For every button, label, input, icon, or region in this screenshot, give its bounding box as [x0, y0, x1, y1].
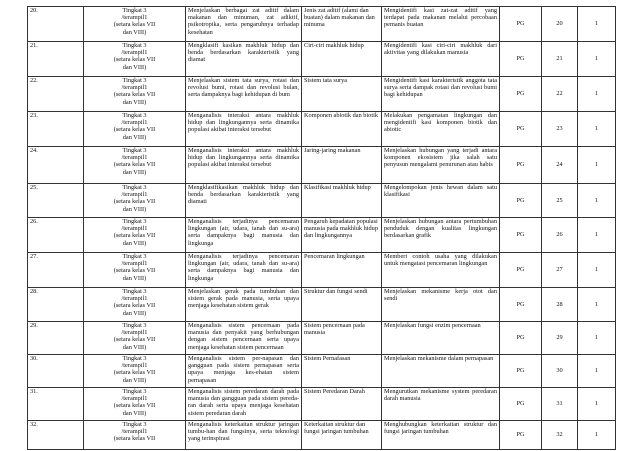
- row-number-cell: 25.: [28, 184, 84, 218]
- indikator-cell: Mengidentifi kasi zat-zat aditif yang terdapat pada makanan melalui percobaan pemanis buatan: [382, 7, 500, 42]
- bentuk-soal-cell: PG: [500, 112, 542, 147]
- level-line: /terampil1: [121, 49, 148, 57]
- table-row: [28, 7, 616, 42]
- bentuk-soal-cell: PG: [500, 42, 542, 77]
- table-row: [28, 388, 616, 421]
- indikator-cell: Mengelompokan jenis hewan dalam satu klasifikasi: [382, 184, 500, 218]
- level-line: Tingkat 3: [122, 147, 147, 154]
- level-line: (setara kelas VII: [113, 21, 156, 29]
- level-line: Tingkat 3: [122, 288, 147, 295]
- nomor-soal-cell: 24: [542, 147, 578, 184]
- skor-cell: 1: [578, 112, 616, 147]
- materi-cell: Pengaruh kepadatan populasi manusia pada makhluk hidup dan lingkungannya: [302, 218, 382, 253]
- level-line: /terampil1: [121, 119, 148, 127]
- table-row: [28, 421, 616, 450]
- bentuk-soal-cell: PG: [500, 147, 542, 184]
- kompetensi-cell: Menganalisis sistem pencernaan pada manusia dan penyakit yang berhubungan dengan sistem pencernaan serta upaya menjaga kesehatan sistem pencernaan: [186, 322, 302, 355]
- materi-cell: Klasifikasi makhluk hidup: [302, 184, 382, 218]
- materi-cell: Pencemaran lingkungan: [302, 253, 382, 288]
- materi-cell: Jaring-jaring makanan: [302, 147, 382, 184]
- level-line: Tingkat 3: [122, 112, 147, 119]
- kompetensi-cell: Menganalisis interaksi antara makhluk hidup dan lingkungannya serta dinamika populasi akibat interaksi tersebut: [186, 112, 302, 147]
- level-line: (setara kelas VII: [113, 126, 156, 134]
- kompetensi-cell: Mengklasifi kasikan makhluk hidup dan benda berdasarkan karakteristik yang diamat: [186, 42, 302, 77]
- level-cell: [84, 184, 186, 218]
- level-line: dan VIII): [122, 98, 147, 106]
- level-line: Tingkat 3: [122, 7, 147, 14]
- bentuk-soal-cell: PG: [500, 355, 542, 388]
- row-number-cell: 27.: [28, 253, 84, 288]
- materi-cell: Komponen abiotik dan biotik: [302, 112, 382, 147]
- level-line: Tingkat 3: [122, 184, 147, 191]
- level-cell: [84, 147, 186, 184]
- kompetensi-cell: Menganalisis sistem peredaran darah pada manusia dan gangguan pada sistem pereda-ran darah serta upaya menjaga kesehatan sistem peredaran darah: [186, 388, 302, 421]
- level-line: dan VIII): [122, 133, 147, 141]
- bentuk-soal-cell: PG: [500, 322, 542, 355]
- level-line: dan VIII): [122, 28, 147, 36]
- materi-cell: Sistem Peredaran Darah: [302, 388, 382, 421]
- kompetensi-cell: Menjelaskan gerak pada tumbuhan dan sistem gerak pada manusia, serta upaya menjaga kesehatan sistem gerak: [186, 288, 302, 322]
- level-line: (setara kelas VII: [113, 232, 156, 240]
- bentuk-soal-cell: PG: [500, 253, 542, 288]
- level-cell: [84, 42, 186, 77]
- level-line: dan VIII): [122, 309, 147, 317]
- bentuk-soal-cell: PG: [500, 288, 542, 322]
- level-cell: [84, 77, 186, 112]
- indikator-cell: Menjelaskan mekanisme kerja otot dan sendi: [382, 288, 500, 322]
- indikator-cell: Menjelaskan hubungan yang terjadi antara komponen ekosistem jika salah satu penyusun mengalami penurunan atau habis: [382, 147, 500, 184]
- kompetensi-cell: Menganalisis interaksi antara makhluk hidup dan lingkungannya serta dinamika populasi akibat interaksi tersebut: [186, 147, 302, 184]
- level-line: Tingkat 3: [122, 355, 147, 362]
- level-line: dan VIII): [122, 239, 147, 247]
- kompetensi-cell: Mengklasifikasikan makhluk hidup dan benda berdasarkan karakteristik yang diamati: [186, 184, 302, 218]
- level-line: (setara kelas VII: [113, 435, 156, 443]
- indikator-cell: Mengurutkan mekanisme system peredaran darah manusia: [382, 388, 500, 421]
- nomor-soal-cell: 26: [542, 218, 578, 253]
- skor-cell: 1: [578, 355, 616, 388]
- table-row: [28, 355, 616, 388]
- level-cell: [84, 218, 186, 253]
- level-line: /terampil1: [121, 260, 148, 268]
- level-line: dan VIII): [122, 205, 147, 213]
- table-row: [28, 147, 616, 184]
- level-line: /terampil1: [121, 295, 148, 303]
- skor-cell: 1: [578, 77, 616, 112]
- level-line: /terampil1: [121, 14, 148, 22]
- skor-cell: 1: [578, 288, 616, 322]
- level-cell: [84, 388, 186, 421]
- row-number-cell: 28.: [28, 288, 84, 322]
- level-line: /terampil1: [121, 329, 148, 337]
- level-cell: [84, 322, 186, 355]
- level-line: Tingkat 3: [122, 322, 147, 329]
- level-line: Tingkat 3: [122, 253, 147, 260]
- table-row: [28, 77, 616, 112]
- table-row: [28, 322, 616, 355]
- level-line: /terampil1: [121, 154, 148, 162]
- table-row: [28, 112, 616, 147]
- nomor-soal-cell: 28: [542, 288, 578, 322]
- level-line: dan VIII): [122, 343, 147, 351]
- level-line: /terampil1: [121, 395, 148, 403]
- row-number-cell: 23.: [28, 112, 84, 147]
- materi-cell: Keterkaitan struktur dan fungsi jaringan tumbuhan: [302, 421, 382, 450]
- kompetensi-cell: Menganalisis terjadinya pencemaran lingkungan (air, udara, tanah dan su-ara) serta dampaknya bagi manusia dan lingkunga: [186, 218, 302, 253]
- materi-cell: Sistem tata surya: [302, 77, 382, 112]
- level-line: Tingkat 3: [122, 42, 147, 49]
- skor-cell: 1: [578, 7, 616, 42]
- skor-cell: 1: [578, 253, 616, 288]
- skor-cell: 1: [578, 421, 616, 450]
- row-number-cell: 24.: [28, 147, 84, 184]
- nomor-soal-cell: 25: [542, 184, 578, 218]
- bentuk-soal-cell: PG: [500, 218, 542, 253]
- level-line: dan VIII): [122, 376, 147, 384]
- kompetensi-cell: Menganalisis keterkaitan struktur jaringan tumbu-han dan fungsinya, serta teknologi yang terinspirasi: [186, 421, 302, 450]
- table-body: [28, 7, 616, 450]
- level-line: /terampil1: [121, 191, 148, 199]
- indikator-cell: Mengidentifi kasi ciri-ciri makhluk dari aktivitas yang dilakukan manusia: [382, 42, 500, 77]
- skor-cell: 1: [578, 322, 616, 355]
- level-line: Tingkat 3: [122, 388, 147, 395]
- indikator-cell: Mengidentifi kasi karakteristik anggota tata surya serta dampak rotasi dan revolusi bumi bagi kehidupan: [382, 77, 500, 112]
- materi-cell: Struktur dan fungsi sendi: [302, 288, 382, 322]
- nomor-soal-cell: 32: [542, 421, 578, 450]
- nomor-soal-cell: 30: [542, 355, 578, 388]
- level-line: /terampil1: [121, 225, 148, 233]
- table-row: [28, 288, 616, 322]
- level-line: (setara kelas VII: [113, 369, 156, 377]
- skor-cell: 1: [578, 388, 616, 421]
- nomor-soal-cell: 29: [542, 322, 578, 355]
- level-cell: [84, 355, 186, 388]
- kompetensi-cell: Menganalisis sistem per-napasan dan gangguan pada sistem pernapasan serta upaya menjaga kes-ehatan sistem pernapasan: [186, 355, 302, 388]
- table-row: [28, 253, 616, 288]
- bentuk-soal-cell: PG: [500, 388, 542, 421]
- indikator-cell: Melakukan pengamatan lingkungan dan mengidentifi kasi komponen biotik dan abiotic: [382, 112, 500, 147]
- kompetensi-cell: Menjelaskan berbagai zat aditif dalam makanan dan minuman, zat adiktif, psikotropika, serta pengaruhnya terhadap kesehatan: [186, 7, 302, 42]
- table-row: [28, 42, 616, 77]
- row-number-cell: 21.: [28, 42, 84, 77]
- level-line: dan VIII): [122, 274, 147, 282]
- level-line: Tingkat 3: [122, 77, 147, 84]
- materi-cell: Ciri-ciri makhluk hidup: [302, 42, 382, 77]
- level-line: Tingkat 3: [122, 421, 147, 428]
- level-cell: [84, 421, 186, 450]
- nomor-soal-cell: 23: [542, 112, 578, 147]
- nomor-soal-cell: 27: [542, 253, 578, 288]
- level-line: (setara kelas VII: [113, 267, 156, 275]
- bentuk-soal-cell: PG: [500, 7, 542, 42]
- kompetensi-cell: Menjelaskan sistem tata surya, rotasi dan revolusi bumi, rotasi dan revolusi bulan, serta dampaknya bagi kehidupan di bum: [186, 77, 302, 112]
- indikator-cell: Menjelaskan hubungan antara pertumbuhan penduduk dengan kualitas lingkungan berdasarkan grafik: [382, 218, 500, 253]
- level-line: (setara kelas VII: [113, 161, 156, 169]
- row-number-cell: 22.: [28, 77, 84, 112]
- level-cell: [84, 7, 186, 42]
- skor-cell: 1: [578, 218, 616, 253]
- nomor-soal-cell: 31: [542, 388, 578, 421]
- nomor-soal-cell: 20: [542, 7, 578, 42]
- level-line: (setara kelas VII: [113, 56, 156, 64]
- level-line: (setara kelas VII: [113, 198, 156, 206]
- level-line: Tingkat 3: [122, 218, 147, 225]
- indikator-cell: Menghubungkan keterkaitan struktur dan fungsi jaringan tumbuhan: [382, 421, 500, 450]
- level-line: (setara kelas VII: [113, 402, 156, 410]
- materi-cell: Sistem pencernaan pada manusia: [302, 322, 382, 355]
- nomor-soal-cell: 22: [542, 77, 578, 112]
- level-line: dan VIII): [122, 63, 147, 71]
- bentuk-soal-cell: PG: [500, 421, 542, 450]
- level-line: (setara kelas VII: [113, 91, 156, 99]
- skor-cell: 1: [578, 184, 616, 218]
- table-row: [28, 184, 616, 218]
- row-number-cell: 32.: [28, 421, 84, 450]
- kompetensi-cell: Menganalisis terjadinya pencemaran lingkungan (air, udara, tanah dan su-ara) serta dampaknya bagi manusia dan lingkunga: [186, 253, 302, 288]
- level-cell: [84, 112, 186, 147]
- skor-cell: 1: [578, 147, 616, 184]
- level-line: dan VIII): [122, 168, 147, 176]
- row-number-cell: 20.: [28, 7, 84, 42]
- level-line: /terampil1: [121, 428, 148, 436]
- bentuk-soal-cell: PG: [500, 184, 542, 218]
- level-cell: [84, 253, 186, 288]
- bentuk-soal-cell: PG: [500, 77, 542, 112]
- level-line: /terampil1: [121, 362, 148, 370]
- indikator-cell: Menjelaskan fungsi enzim pencernaan: [382, 322, 500, 355]
- row-number-cell: 30.: [28, 355, 84, 388]
- level-line: (setara kelas VII: [113, 302, 156, 310]
- level-line: (setara kelas VII: [113, 336, 156, 344]
- row-number-cell: 26.: [28, 218, 84, 253]
- kisi-kisi-table: [27, 6, 616, 450]
- row-number-cell: 29.: [28, 322, 84, 355]
- materi-cell: Jenis zat aditif (alami dan buatan) dalam makanan dan minuma: [302, 7, 382, 42]
- skor-cell: 1: [578, 42, 616, 77]
- indikator-cell: Menjelaskan mekanisme dalam pernapasan: [382, 355, 500, 388]
- table-row: [28, 218, 616, 253]
- row-number-cell: 31.: [28, 388, 84, 421]
- indikator-cell: Memberi contoh usaha yang dilakukan untuk mengatasi pencemaran lingkungan: [382, 253, 500, 288]
- nomor-soal-cell: 21: [542, 42, 578, 77]
- level-cell: [84, 288, 186, 322]
- materi-cell: Sistem Pernafasan: [302, 355, 382, 388]
- level-line: dan VIII): [122, 409, 147, 417]
- level-line: /terampil1: [121, 84, 148, 92]
